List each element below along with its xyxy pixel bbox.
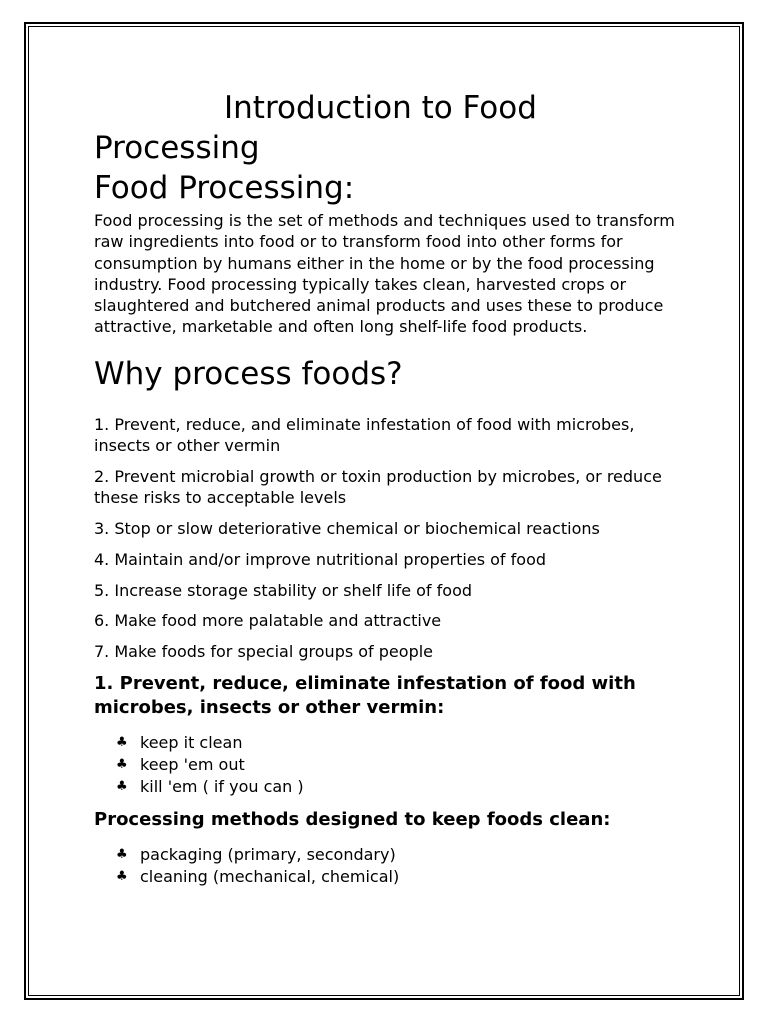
reason-item: 3. Stop or slow deteriorative chemical or biochemical reactions xyxy=(94,518,600,538)
reason-item: 6. Make food more palatable and attractive xyxy=(94,611,442,631)
why-heading: Why process foods? xyxy=(94,355,403,392)
club-icon: ♣ xyxy=(116,778,128,794)
section-heading: Food Processing: xyxy=(94,170,355,206)
club-icon: ♣ xyxy=(116,868,128,884)
reason-item: 7. Make foods for special groups of people xyxy=(94,642,434,662)
bullet-item xyxy=(116,732,684,754)
bullet-item xyxy=(116,754,684,776)
document-title: Introduction to Food Processing xyxy=(94,90,537,166)
bullet-item xyxy=(116,844,684,866)
reason-item: 4. Maintain and/or improve nutritional properties of food xyxy=(94,549,547,569)
reasons-list xyxy=(94,414,684,663)
club-icon: ♣ xyxy=(116,734,128,750)
reason-item: 1. Prevent, reduce, and eliminate infestation of food with microbes, insects or other vermin xyxy=(94,414,635,456)
intro-paragraph: Food processing is the set of methods and techniques used to transform raw ingredients into food or to transform food into other forms for consumption by humans either in the home or by the food processing industry. Food processing typically takes clean, harvested crops or slaughtered and butchered animal products and uses these to produce attractive, marketable and often long shelf-life food products. xyxy=(94,211,675,337)
bullet-text: kill 'em ( if you can ) xyxy=(140,776,304,796)
reason-item: 5. Increase storage stability or shelf life of food xyxy=(94,580,473,600)
document-body xyxy=(94,88,684,888)
bullet-text: cleaning (mechanical, chemical) xyxy=(140,866,400,886)
bullet-text: keep it clean xyxy=(140,732,243,752)
bullet-text: keep 'em out xyxy=(140,754,245,774)
bullet-item xyxy=(116,776,684,798)
bullet-item xyxy=(116,866,684,888)
reason-item: 2. Prevent microbial growth or toxin production by microbes, or reduce these risks to acceptable levels xyxy=(94,466,662,508)
club-icon: ♣ xyxy=(116,846,128,862)
subheading-prevent-infestation: 1. Prevent, reduce, eliminate infestation of food with microbes, insects or other vermin: xyxy=(94,672,636,718)
bullet-list-prevent xyxy=(116,732,684,798)
bullet-text: packaging (primary, secondary) xyxy=(140,844,396,864)
bullet-list-methods xyxy=(116,844,684,888)
club-icon: ♣ xyxy=(116,756,128,772)
subheading-keep-clean: Processing methods designed to keep foods clean: xyxy=(94,808,611,830)
